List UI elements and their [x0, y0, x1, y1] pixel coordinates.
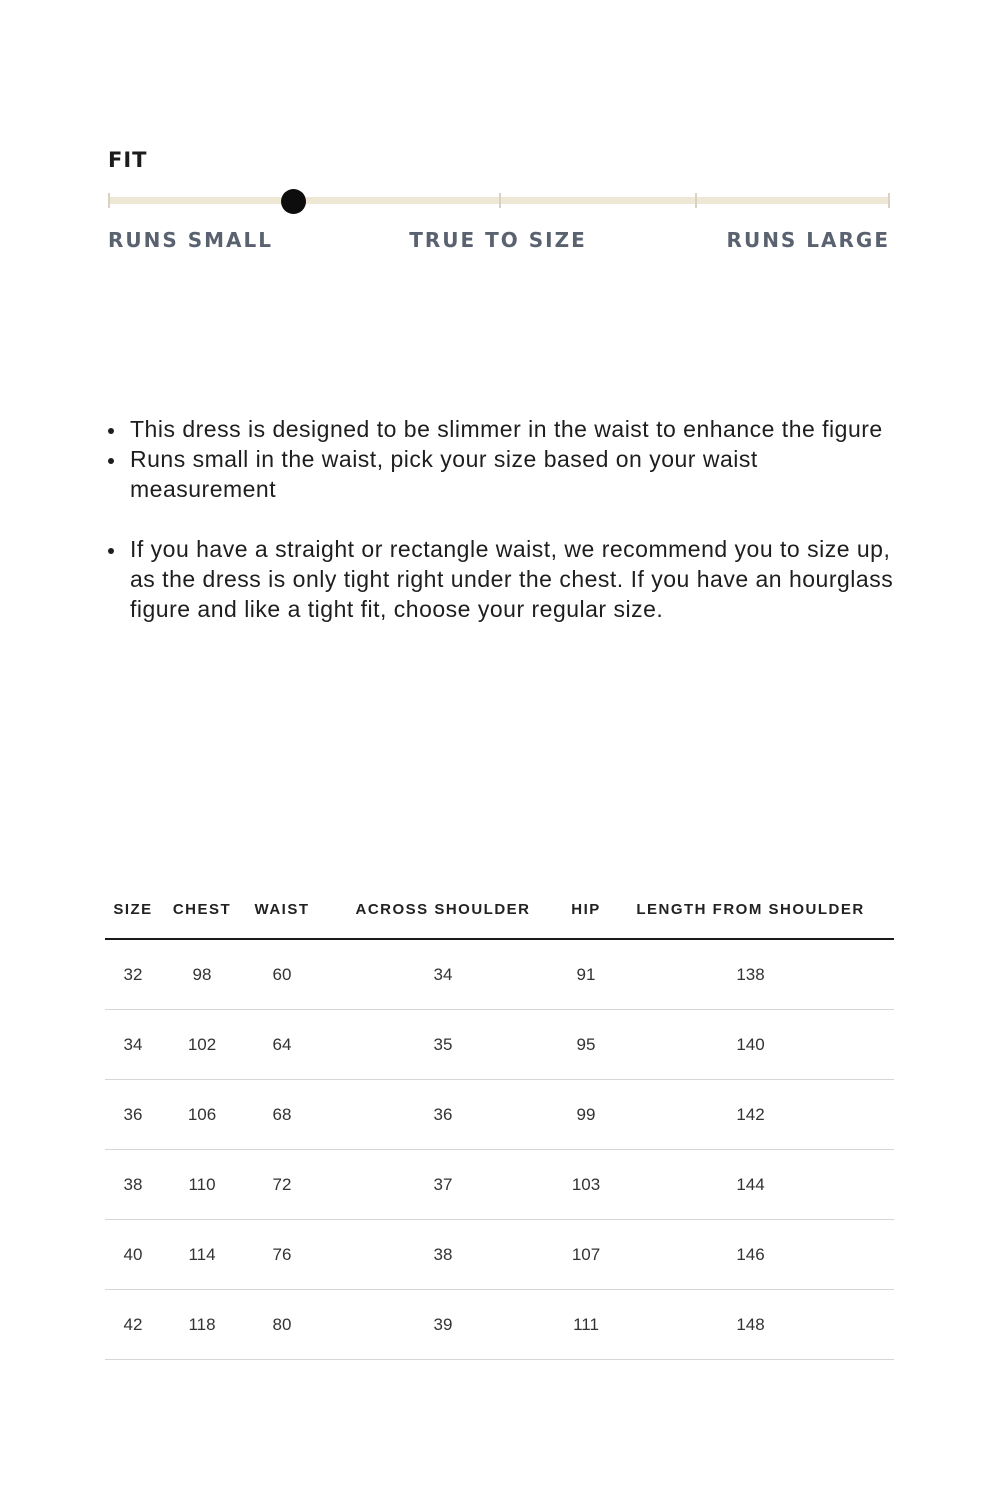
cell-size: 36 [105, 1080, 161, 1150]
cell-length-from-shoulder: 140 [607, 1010, 894, 1080]
cell-size: 40 [105, 1220, 161, 1290]
cell-length-from-shoulder: 138 [607, 939, 894, 1010]
cell-hip: 99 [565, 1080, 607, 1150]
fit-scale-tick-start [108, 193, 110, 208]
cell-across-shoulder: 38 [321, 1220, 565, 1290]
table-row [105, 1080, 894, 1150]
size-chart-header-row [105, 880, 894, 939]
cell-waist: 72 [243, 1150, 321, 1220]
cell-across-shoulder: 36 [321, 1080, 565, 1150]
cell-waist: 80 [243, 1290, 321, 1360]
cell-across-shoulder: 39 [321, 1290, 565, 1360]
fit-title: FIT [108, 148, 148, 172]
cell-hip: 103 [565, 1150, 607, 1220]
fit-scale-tick-middle [499, 193, 501, 208]
cell-hip: 91 [565, 939, 607, 1010]
fit-scale-marker [281, 189, 306, 214]
cell-length-from-shoulder: 142 [607, 1080, 894, 1150]
table-row [105, 1220, 894, 1290]
cell-hip: 111 [565, 1290, 607, 1360]
cell-length-from-shoulder: 144 [607, 1150, 894, 1220]
header-chest: CHEST [161, 880, 243, 939]
fit-scale-tick-three-quarter [695, 193, 697, 208]
cell-chest: 102 [161, 1010, 243, 1080]
header-length-from-shoulder: LENGTH FROM SHOULDER [607, 880, 894, 939]
table-row [105, 939, 894, 1010]
size-chart-table [105, 880, 894, 1360]
cell-chest: 106 [161, 1080, 243, 1150]
header-size: SIZE [105, 880, 161, 939]
cell-chest: 118 [161, 1290, 243, 1360]
fit-label-runs-small: RUNS SMALL [108, 228, 274, 252]
fit-label-true-to-size: TRUE TO SIZE [409, 228, 587, 252]
fit-notes [130, 414, 910, 624]
fit-scale-tick-end [888, 193, 890, 208]
fit-note: This dress is designed to be slimmer in the waist to enhance the figure [130, 414, 910, 444]
fit-label-runs-large: RUNS LARGE [726, 228, 890, 252]
header-hip: HIP [565, 880, 607, 939]
cell-chest: 98 [161, 939, 243, 1010]
cell-waist: 68 [243, 1080, 321, 1150]
fit-note: If you have a straight or rectangle waist, we recommend you to size up, as the dress is only tight right under the chest. If you have an hourglass figure and like a tight fit, choose your regular size. [130, 534, 910, 624]
cell-waist: 64 [243, 1010, 321, 1080]
cell-waist: 60 [243, 939, 321, 1010]
table-row [105, 1150, 894, 1220]
cell-hip: 95 [565, 1010, 607, 1080]
fit-scale [108, 192, 890, 212]
cell-waist: 76 [243, 1220, 321, 1290]
header-across-shoulder: ACROSS SHOULDER [321, 880, 565, 939]
cell-hip: 107 [565, 1220, 607, 1290]
cell-size: 38 [105, 1150, 161, 1220]
fit-scale-labels [108, 228, 890, 258]
table-row [105, 1010, 894, 1080]
cell-length-from-shoulder: 146 [607, 1220, 894, 1290]
cell-across-shoulder: 37 [321, 1150, 565, 1220]
cell-chest: 114 [161, 1220, 243, 1290]
cell-size: 42 [105, 1290, 161, 1360]
cell-chest: 110 [161, 1150, 243, 1220]
header-waist: WAIST [243, 880, 321, 939]
cell-length-from-shoulder: 148 [607, 1290, 894, 1360]
cell-across-shoulder: 34 [321, 939, 565, 1010]
cell-size: 32 [105, 939, 161, 1010]
table-row [105, 1290, 894, 1360]
cell-size: 34 [105, 1010, 161, 1080]
cell-across-shoulder: 35 [321, 1010, 565, 1080]
fit-note: Runs small in the waist, pick your size based on your waist measurement [130, 444, 910, 504]
